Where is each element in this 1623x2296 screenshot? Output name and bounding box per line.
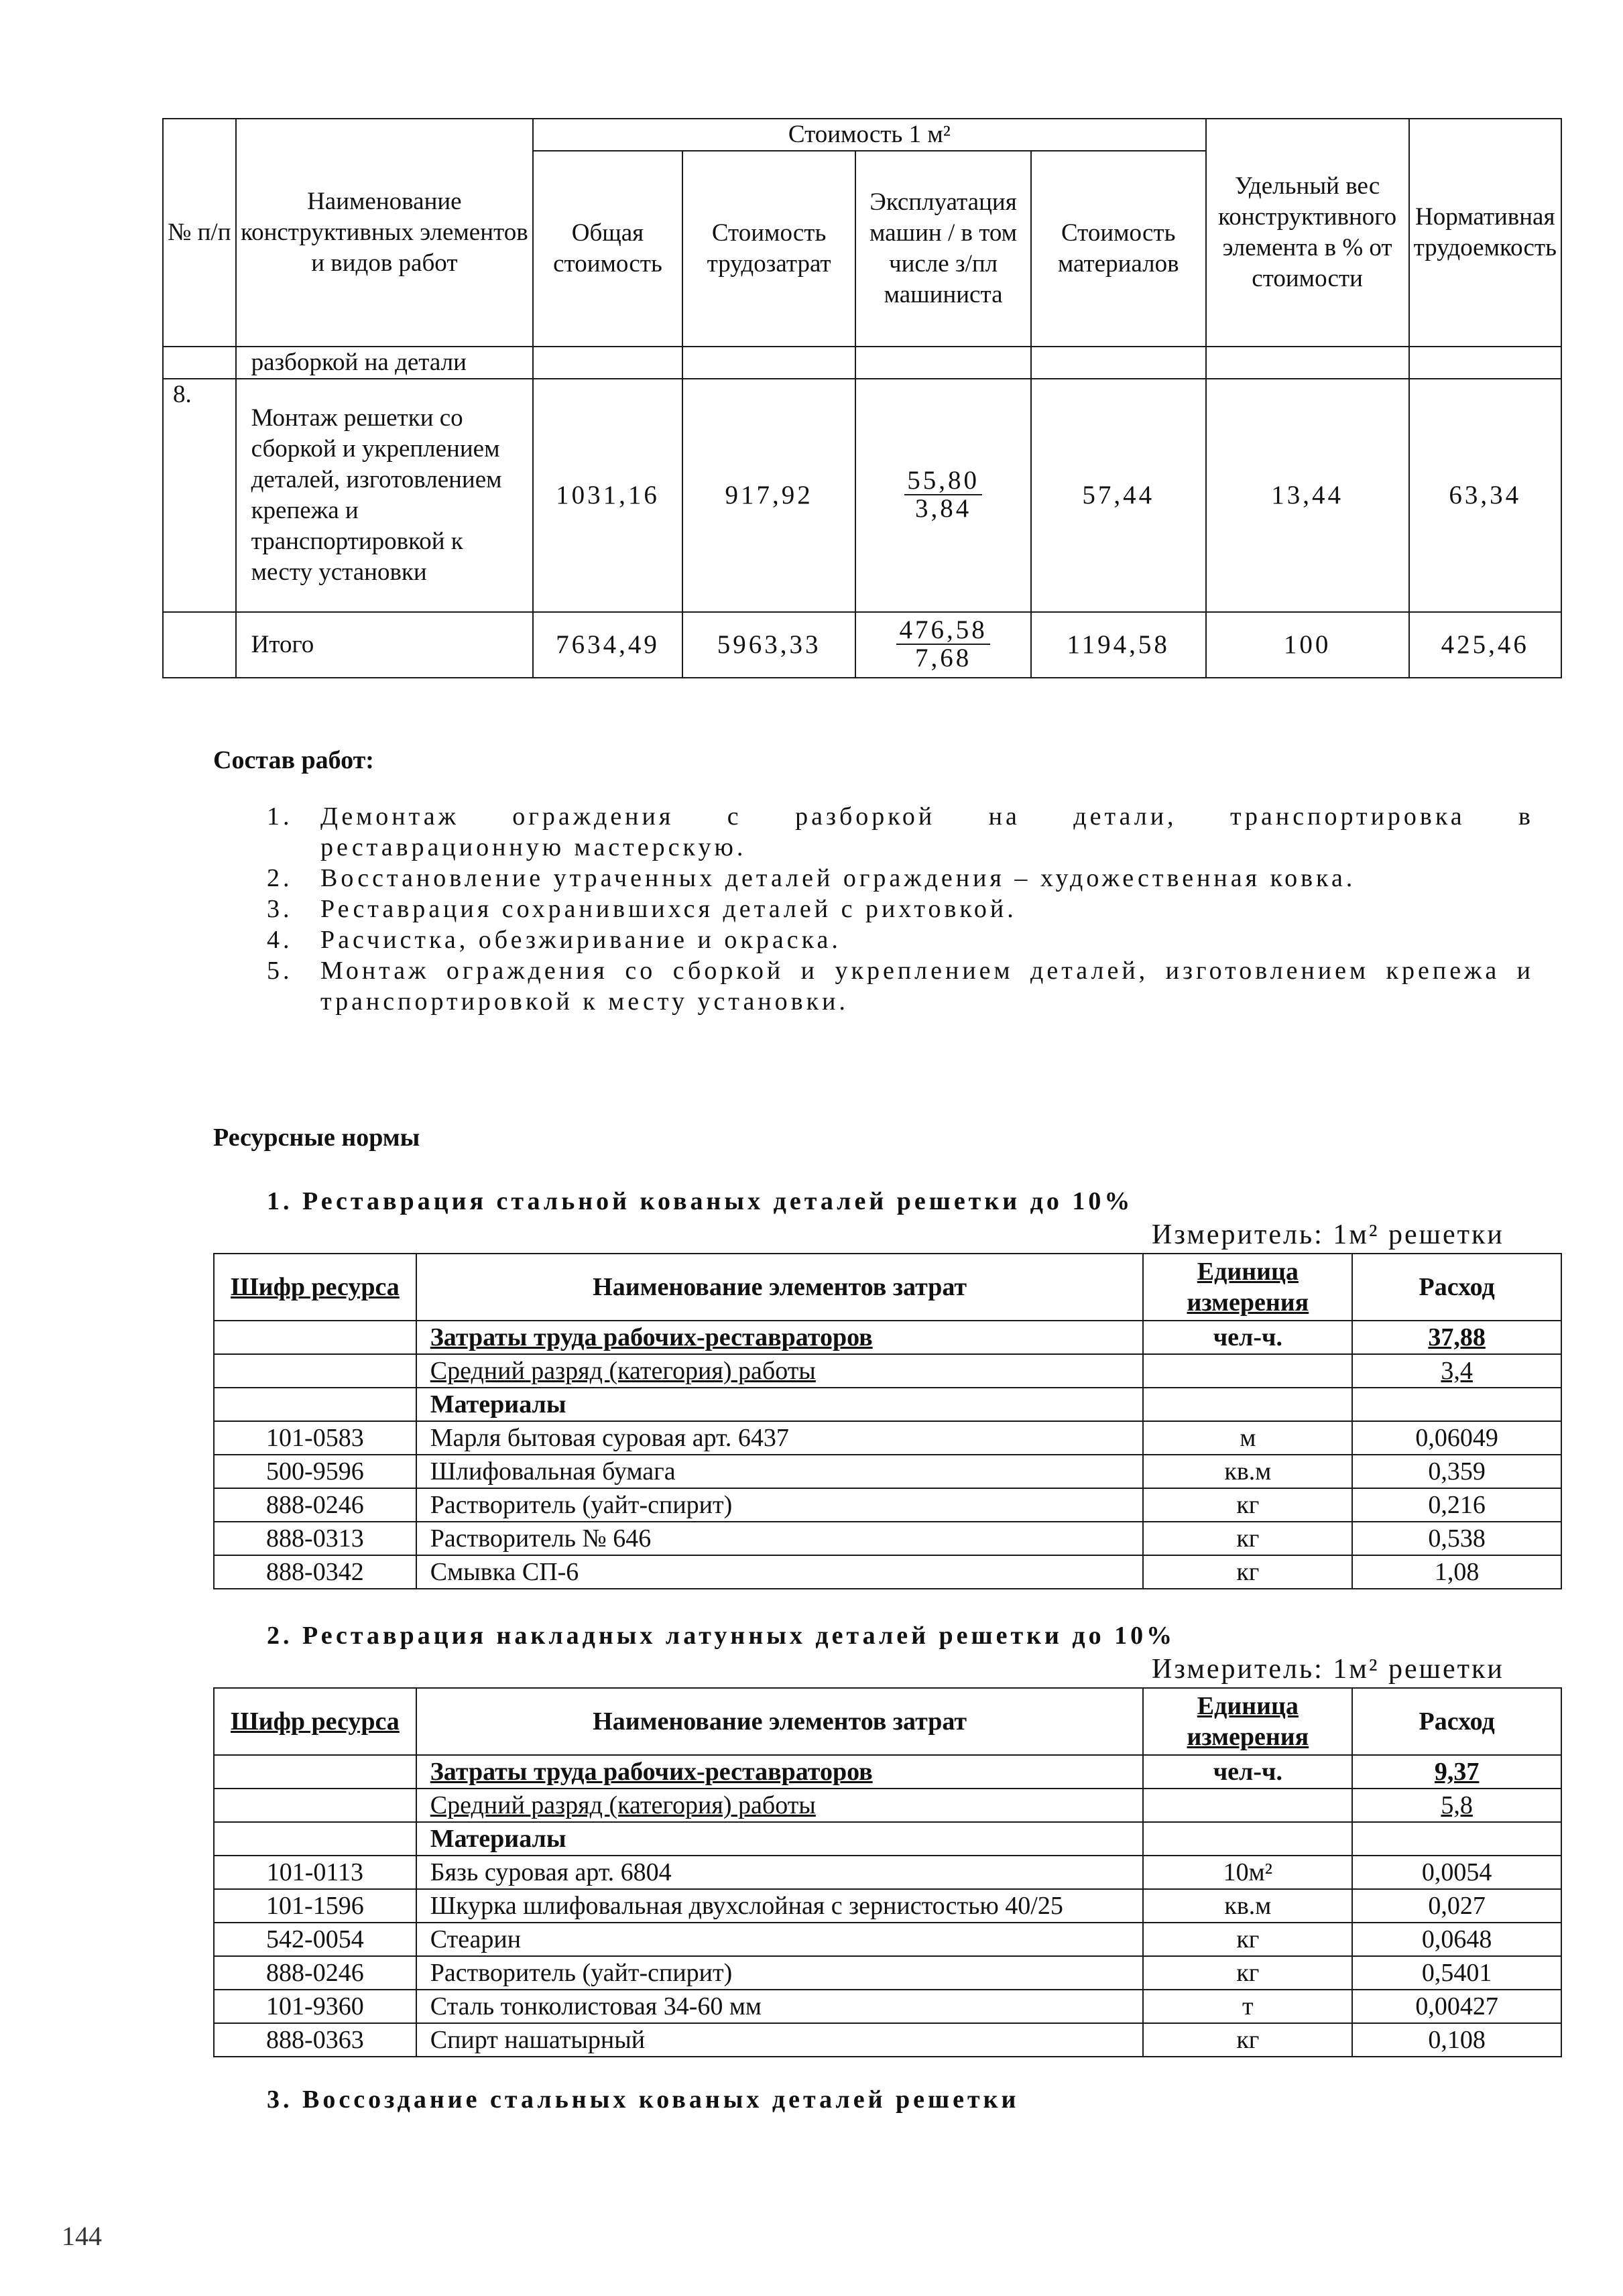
section2-meter: Измеритель: 1м² решетки — [1152, 1654, 1504, 1685]
labor-unit: чел-ч. — [1143, 1755, 1352, 1789]
table-row — [163, 347, 1561, 379]
table-row: 101-9360 Сталь тонколистовая 34-60 мм т 0,00427 — [214, 1990, 1561, 2023]
header-share: Удельный вес конструктивного элемента в % от стоимости — [1206, 119, 1409, 347]
header-value: Расход — [1352, 1254, 1561, 1321]
header-name: Наименование элементов затрат — [416, 1254, 1144, 1321]
table-row: 888-0363 Спирт нашатырный кг 0,108 — [214, 2023, 1561, 2057]
header-labor: Стоимость трудозатрат — [682, 151, 856, 347]
list-item: 5. Монтаж ограждения со сборкой и укреплением деталей, изготовлением крепежа и транспортировкой к месту установки. — [267, 957, 1534, 1016]
row-name: Монтаж решетки со сборкой и укреплением деталей, изготовлением крепежа и транспортировкой к месту установки — [236, 379, 534, 612]
grade-value: 5,8 — [1352, 1789, 1561, 1822]
header-code: Шифр ресурса — [214, 1254, 416, 1321]
table-row: 888-0342 Смывка СП-6 кг 1,08 — [214, 1555, 1561, 1589]
row-labor: 917,92 — [682, 379, 856, 612]
list-item: 4. Расчистка, обезжиривание и окраска. — [267, 926, 841, 954]
total-norm: 425,46 — [1409, 612, 1561, 678]
header-materials: Стоимость материалов — [1031, 151, 1206, 347]
section3-title: 3. Воссоздание стальных кованых деталей решетки — [267, 2086, 1020, 2114]
page-number: 144 — [62, 2221, 102, 2251]
header-machines: Эксплуатация машин / в том числе з/пл машиниста — [855, 151, 1030, 347]
header-unit: Единица измерения — [1143, 1688, 1352, 1755]
table-row — [163, 612, 1561, 678]
table-row: 542-0054 Стеарин кг 0,0648 — [214, 1923, 1561, 1956]
table-row — [214, 1388, 1561, 1421]
labor-name: Затраты труда рабочих-реставраторов — [416, 1755, 1144, 1789]
grade-name: Средний разряд (категория) работы — [416, 1354, 1144, 1388]
header-value: Расход — [1352, 1688, 1561, 1755]
machines-top: 476,58 — [896, 617, 989, 645]
materials-label: Материалы — [416, 1822, 1144, 1856]
machines-bottom: 7,68 — [914, 643, 972, 672]
table-row: 101-1596 Шкурка шлифовальная двухслойная с зернистостью 40/25 кв.м 0,027 — [214, 1889, 1561, 1923]
row-share: 13,44 — [1206, 379, 1409, 612]
total-machines — [855, 612, 1030, 678]
table-row: 101-0583 Марля бытовая суровая арт. 6437 м 0,06049 — [214, 1421, 1561, 1455]
table-row: 888-0246 Растворитель (уайт-спирит) кг 0,5401 — [214, 1956, 1561, 1990]
list-item: 1. Демонтаж ограждения с разборкой на детали, транспортировка в — [267, 802, 1534, 831]
machines-bottom: 3,84 — [914, 493, 972, 523]
header-name: Наименование конструктивных элементов и видов работ — [236, 119, 534, 347]
total-labor: 5963,33 — [682, 612, 856, 678]
total-share: 100 — [1206, 612, 1409, 678]
table-row — [163, 379, 1561, 612]
row-machines — [855, 379, 1030, 612]
continued-row-name: разборкой на детали — [236, 347, 534, 379]
table-row — [214, 1789, 1561, 1822]
list-item: 3. Реставрация сохранившихся деталей с рихтовкой. — [267, 895, 1017, 923]
row-total: 1031,16 — [533, 379, 682, 612]
section1-title: 1. Реставрация стальной кованых деталей решетки до 10% — [267, 1187, 1134, 1215]
work-heading: Состав работ: — [213, 746, 374, 774]
grade-name: Средний разряд (категория) работы — [416, 1789, 1144, 1822]
row-materials: 57,44 — [1031, 379, 1206, 612]
header-total: Общая стоимость — [533, 151, 682, 347]
machines-top: 55,80 — [904, 467, 982, 495]
header-norm: Нормативная трудоемкость — [1409, 119, 1561, 347]
work-list — [267, 801, 1534, 1017]
resource-table-1 — [213, 1253, 1562, 1589]
resources-heading: Ресурсные нормы — [213, 1124, 420, 1152]
total-materials: 1194,58 — [1031, 612, 1206, 678]
resource-table-2 — [213, 1687, 1562, 2057]
table-row — [214, 1822, 1561, 1856]
table-row: 101-0113 Бязь суровая арт. 6804 10м² 0,0054 — [214, 1856, 1561, 1889]
labor-value: 9,37 — [1352, 1755, 1561, 1789]
labor-value: 37,88 — [1352, 1321, 1561, 1354]
header-num: № п/п — [163, 119, 236, 347]
list-item: 2. Восстановление утраченных деталей ограждения – художественная ковка. — [267, 864, 1356, 892]
grade-value: 3,4 — [1352, 1354, 1561, 1388]
header-name: Наименование элементов затрат — [416, 1688, 1144, 1755]
section1-meter: Измеритель: 1м² решетки — [1152, 1219, 1504, 1250]
header-unit: Единица измерения — [1143, 1254, 1352, 1321]
table-row — [214, 1354, 1561, 1388]
total-label: Итого — [236, 612, 534, 678]
row-num: 8. — [163, 379, 236, 612]
section2-title: 2. Реставрация накладных латунных деталей решетки до 10% — [267, 1622, 1176, 1650]
list-item: реставрационную мастерскую. — [320, 833, 747, 861]
cost-table — [162, 118, 1562, 678]
row-norm: 63,34 — [1409, 379, 1561, 612]
header-cost-group: Стоимость 1 м² — [533, 119, 1206, 151]
labor-name: Затраты труда рабочих-реставраторов — [416, 1321, 1144, 1354]
table-row: 888-0246 Растворитель (уайт-спирит) кг 0,216 — [214, 1488, 1561, 1522]
materials-label: Материалы — [416, 1388, 1144, 1421]
table-row: 888-0313 Растворитель № 646 кг 0,538 — [214, 1522, 1561, 1555]
header-code: Шифр ресурса — [214, 1688, 416, 1755]
labor-unit: чел-ч. — [1143, 1321, 1352, 1354]
table-row — [214, 1755, 1561, 1789]
table-row: 500-9596 Шлифовальная бумага кв.м 0,359 — [214, 1455, 1561, 1488]
table-row — [214, 1321, 1561, 1354]
total-total: 7634,49 — [533, 612, 682, 678]
